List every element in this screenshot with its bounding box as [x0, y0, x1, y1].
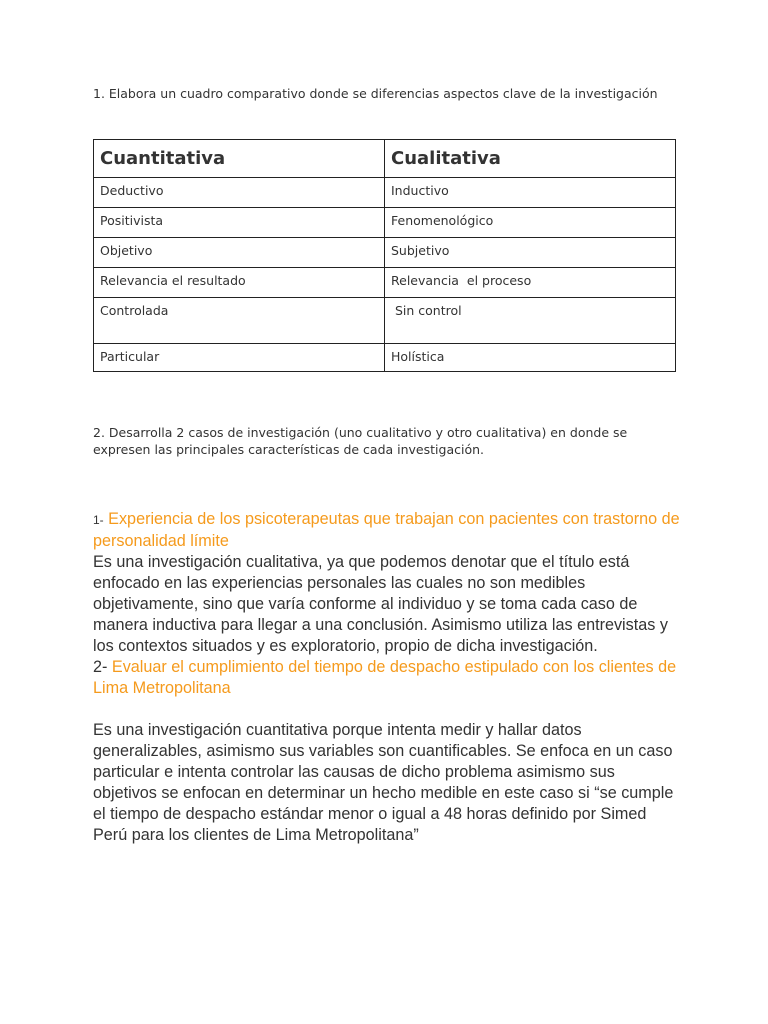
case-1-number: 1-	[93, 513, 104, 527]
paragraph-gap	[93, 699, 683, 720]
table-cell: Sin control	[385, 298, 676, 344]
comparison-table	[93, 139, 676, 372]
table-cell: Relevancia el proceso	[385, 268, 676, 298]
header-cualitativa: Cualitativa	[385, 140, 676, 178]
case-2-heading	[93, 657, 683, 699]
header-cuantitativa: Cuantitativa	[94, 140, 385, 178]
table-cell: Particular	[94, 344, 385, 372]
table-row	[94, 344, 676, 372]
table-header-row	[94, 140, 676, 178]
answers-section	[93, 509, 683, 846]
case-1-title: Experiencia de los psicoterapeutas que trabajan con pacientes con trastorno de personalidad límite	[93, 510, 680, 550]
table-cell: Controlada	[94, 298, 385, 344]
table-row	[94, 268, 676, 298]
table-cell: Subjetivo	[385, 238, 676, 268]
case-1-body: Es una investigación cualitativa, ya que podemos denotar que el título está enfocado en las experiencias personales las cuales no son medibles objetivamente, sino que varía conforme al individuo y se toma cada caso de manera inductiva para llegar a una conclusión. Asimismo utiliza las entrevistas y los contextos situados y es exploratorio, propio de dicha investigación.	[93, 553, 668, 655]
table-cell: Inductivo	[385, 178, 676, 208]
table-row	[94, 208, 676, 238]
question-2: 2. Desarrolla 2 casos de investigación (uno cualitativo y otro cualitativa) en donde se expresen las principales características de cada investigación.	[93, 425, 628, 457]
table-cell: Deductivo	[94, 178, 385, 208]
case-2-number: 2-	[93, 658, 108, 676]
question-1: 1. Elabora un cuadro comparativo donde se diferencias aspectos clave de la investigación	[93, 86, 658, 101]
table-row	[94, 178, 676, 208]
table-cell: Relevancia el resultado	[94, 268, 385, 298]
table-cell: Holística	[385, 344, 676, 372]
table-cell: Positivista	[94, 208, 385, 238]
case-2-body: Es una investigación cuantitativa porque intenta medir y hallar datos generalizables, asimismo sus variables son cuantificables. Se enfoca en un caso particular e intenta controlar las causas de dicho problema asimismo sus objetivos se enfocan en determinar un hecho medible en este caso si “se cumple el tiempo de despacho estándar menor o igual a 48 horas definido por Simed Perú para los clientes de Lima Metropolitana”	[93, 721, 674, 844]
case-2-title: Evaluar el cumplimiento del tiempo de despacho estipulado con los clientes de Lima Metropolitana	[93, 658, 677, 697]
table-cell: Fenomenológico	[385, 208, 676, 238]
table-cell: Objetivo	[94, 238, 385, 268]
case-1-heading	[93, 509, 683, 552]
table-row	[94, 298, 676, 344]
table-row	[94, 238, 676, 268]
